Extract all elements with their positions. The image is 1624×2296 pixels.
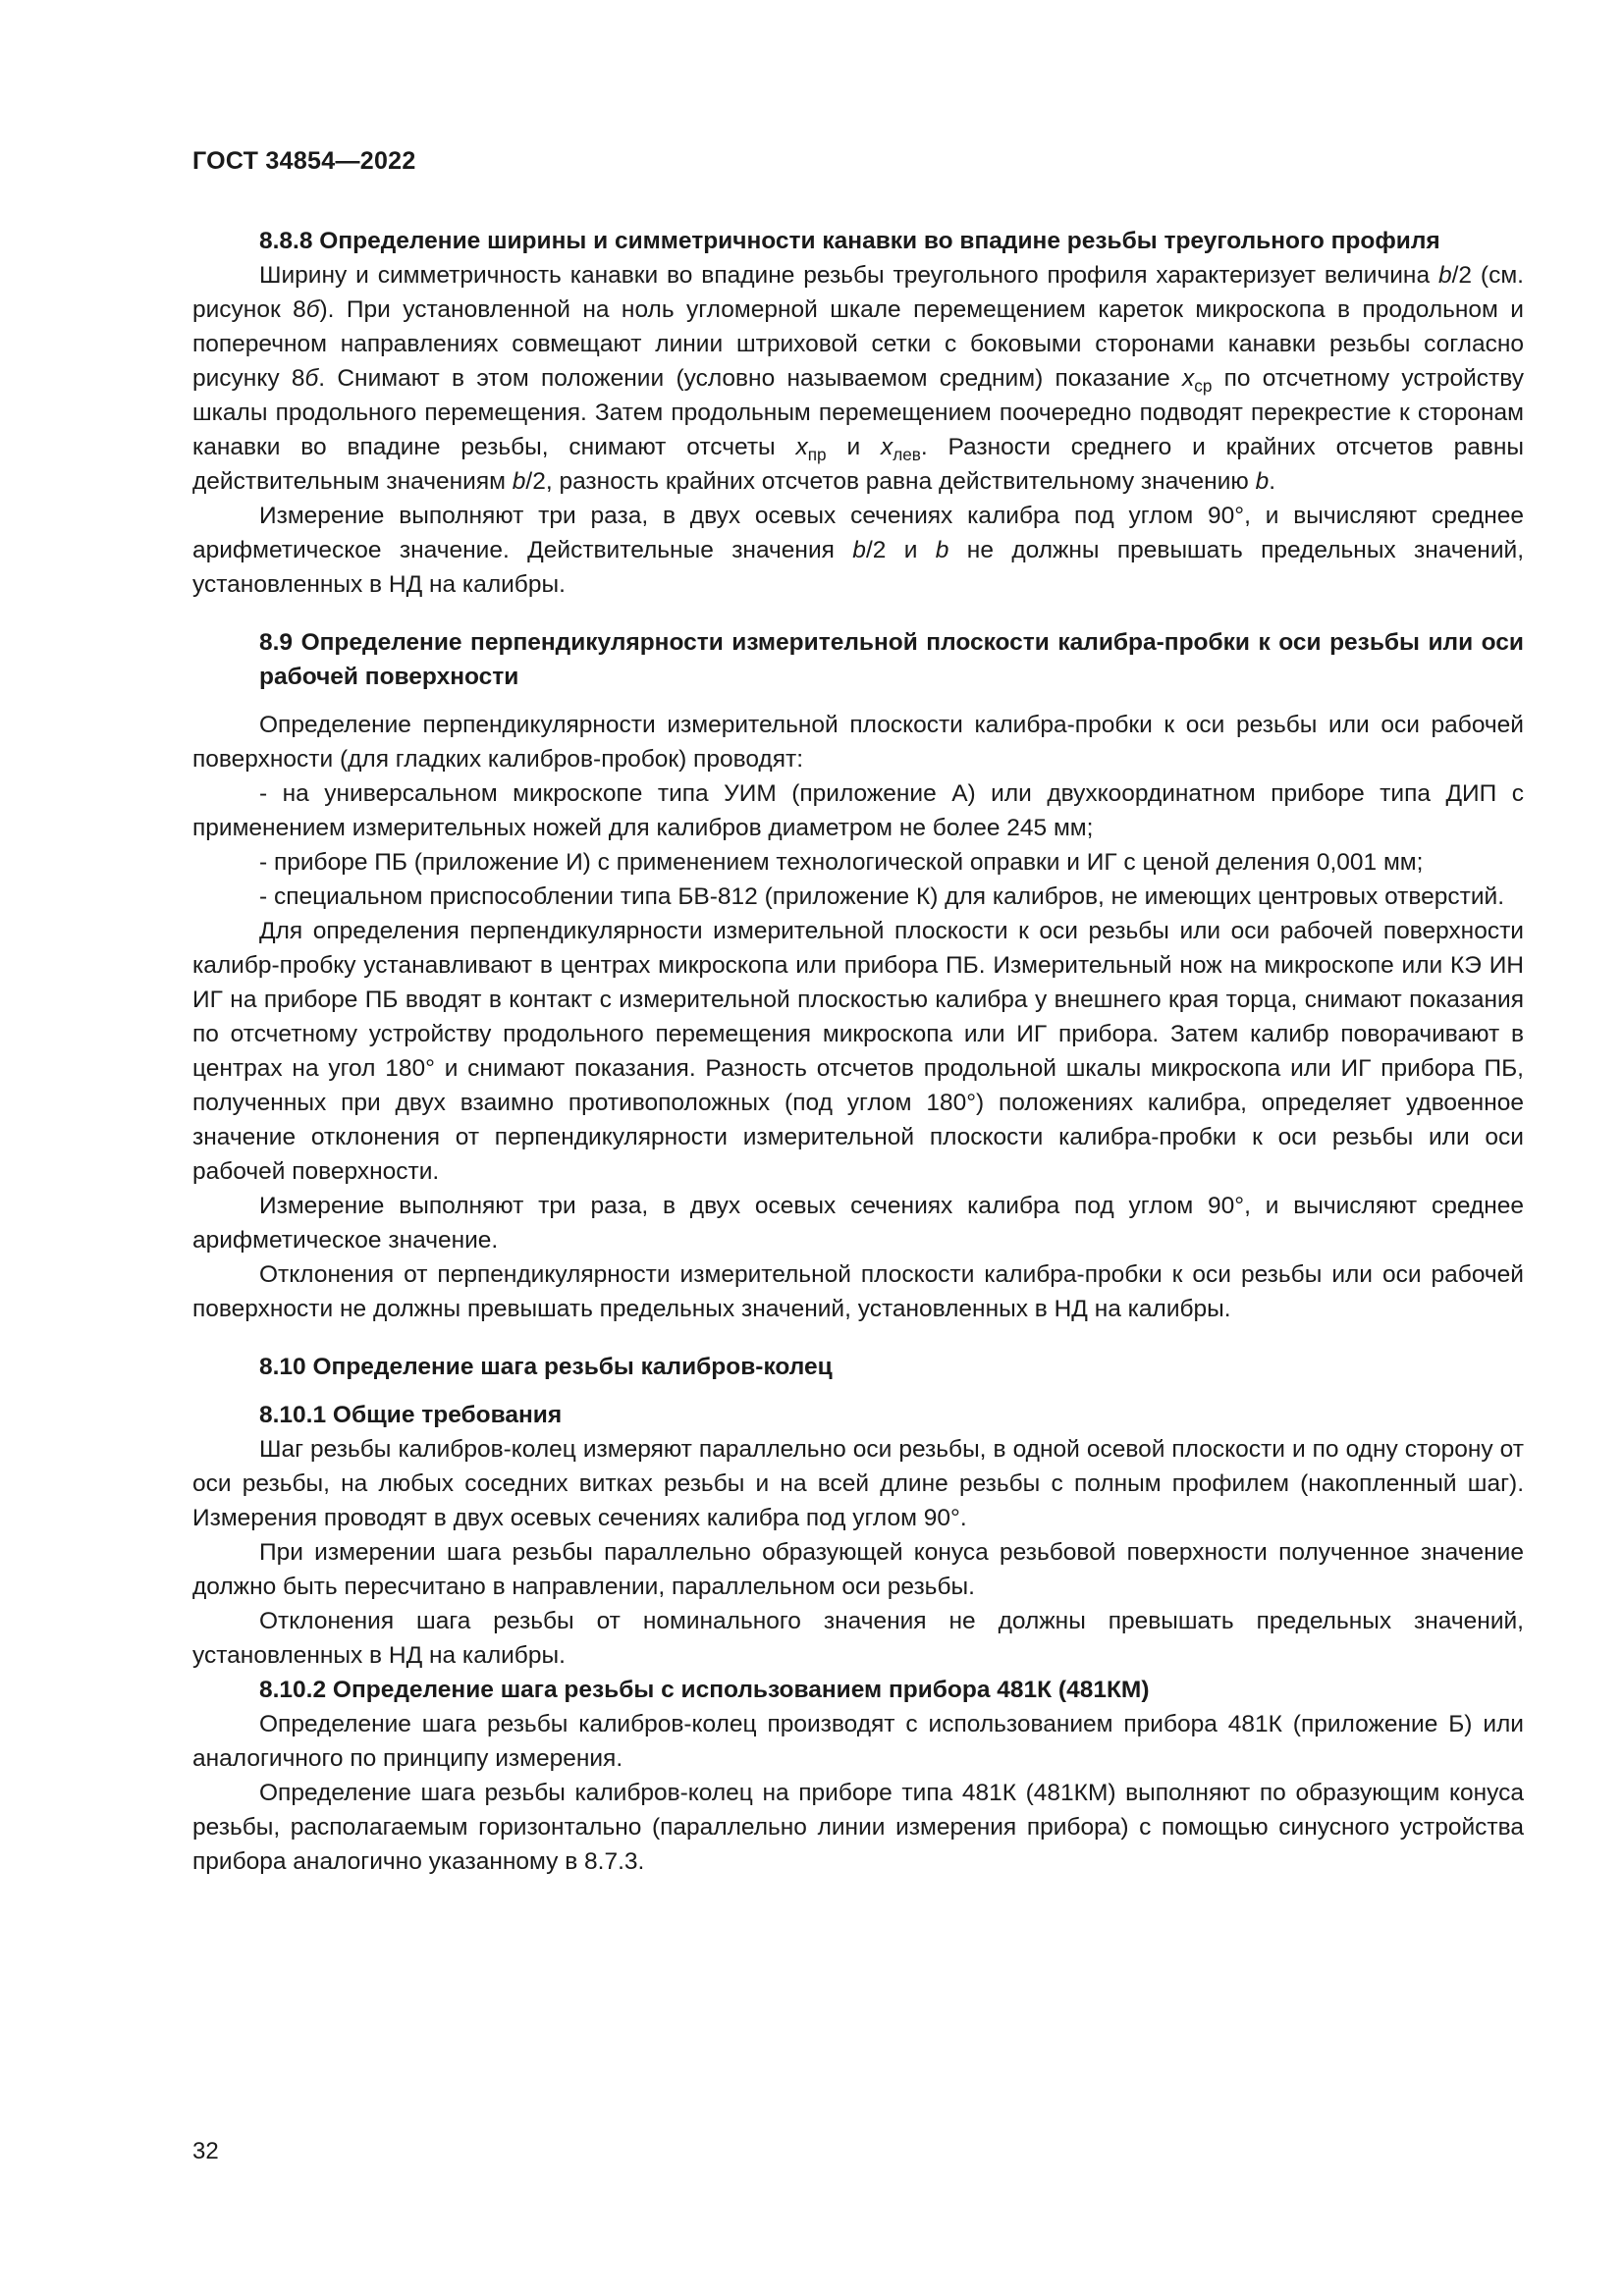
section-8-10-1-title: 8.10.1 Общие требования	[259, 1402, 563, 1428]
section-8-10-title: 8.10 Определение шага резьбы калибров-колец	[259, 1354, 833, 1380]
document-header: ГОСТ 34854—2022	[192, 147, 416, 175]
section-8-8-8-paragraph: Ширину и симметричность канавки во впадине резьбы треугольного профиля характеризует величина b/2 (см. рисунок 8б). При установленной на ноль угломерной шкале перемещением кареток микроскопа в продольном и поперечном направлениях совмещают линии штриховой сетки с боковыми сторонами канавки резьбы согласно рисунку 8б. Снимают в этом положении (условно называемом средним) показание $x_{ср}$ по отсчетному устройству шкалы продольного перемещения. Затем продольным перемещением поочередно подводят перекрестие к сторонам канавки во впадине резьбы, снимают отсчеты $x_{пр}$ и $x_{лев}$. Разности среднего и крайних отсчетов равны действительным значениям b/2, разность крайних отсчетов равна действительному значению b.	[192, 262, 1524, 495]
section-8-9-paragraph: Отклонения от перпендикулярности измерительной плоскости калибра-пробки к оси резьбы или оси рабочей поверхности не должны превышать предельных значений, установленных в НД на калибры.	[192, 1261, 1524, 1322]
section-8-8-8-paragraph: Измерение выполняют три раза, в двух осевых сечениях калибра под углом 90°, и вычисляют среднее арифметическое значение. Действительные значения b/2 и b не должны превышать предельных значений, установленных в НД на калибры.	[192, 503, 1524, 598]
section-8-9-paragraph: Измерение выполняют три раза, в двух осевых сечениях калибра под углом 90°, и вычисляют среднее арифметическое значение.	[192, 1193, 1524, 1254]
section-8-9-paragraph: Для определения перпендикулярности измерительной плоскости к оси резьбы или оси рабочей поверхности калибр-пробку устанавливают в центрах микроскопа или прибора ПБ. Измерительный нож на микроскопе или КЭ ИН ИГ на приборе ПБ вводят в контакт с измерительной плоскостью калибра у внешнего края торца, снимают показания по отсчетному устройству продольного перемещения микроскопа или ИГ прибора. Затем калибр поворачивают в центрах на угол 180° и снимают показания. Разность отсчетов продольной шкалы микроскопа или ИГ прибора ПБ, полученных при двух взаимно противоположных (под углом 180°) положениях калибра, определяет удвоенное значение отклонения от перпендикулярности измерительной плоскости калибра-пробки к оси резьбы или оси рабочей поверхности.	[192, 918, 1524, 1185]
list-item: - приборе ПБ (приложение И) с применением технологической оправки и ИГ с ценой деления 0,001 мм;	[259, 849, 1424, 876]
section-8-10-2-title: 8.10.2 Определение шага резьбы с использованием прибора 481К (481КМ)	[259, 1677, 1150, 1703]
section-8-10-1-paragraph: При измерении шага резьбы параллельно образующей конуса резьбовой поверхности полученное значение должно быть пересчитано в направлении, параллельном оси резьбы.	[192, 1539, 1524, 1600]
section-8-10-2-paragraph: Определение шага резьбы калибров-колец производят с использованием прибора 481К (приложение Б) или аналогичного по принципу измерения.	[192, 1711, 1524, 1772]
document-body	[192, 224, 1524, 1879]
list-item: - на универсальном микроскопе типа УИМ (приложение А) или двухкоординатном приборе типа ДИП с применением измерительных ножей для калибров диаметром не более 245 мм;	[192, 780, 1524, 841]
section-8-8-8-title: 8.8.8 Определение ширины и симметричности канавки во впадине резьбы треугольного профиля	[259, 228, 1440, 254]
section-8-9-paragraph: Определение перпендикулярности измерительной плоскости калибра-пробки к оси резьбы или оси рабочей поверхности (для гладких калибров-пробок) проводят:	[192, 712, 1524, 773]
list-item: - специальном приспособлении типа БВ-812 (приложение К) для калибров, не имеющих центровых отверстий.	[259, 883, 1505, 910]
page-number: 32	[192, 2138, 219, 2164]
section-8-10-1-paragraph: Отклонения шага резьбы от номинального значения не должны превышать предельных значений, установленных в НД на калибры.	[192, 1608, 1524, 1669]
section-8-9-title: 8.9 Определение перпендикулярности измерительной плоскости калибра-пробки к оси резьбы или оси рабочей поверхности	[259, 629, 1524, 690]
section-8-10-2-paragraph: Определение шага резьбы калибров-колец на приборе типа 481К (481КМ) выполняют по образующим конуса резьбы, располагаемым горизонтально (параллельно линии измерения прибора) с помощью синусного устройства прибора аналогично указанному в 8.7.3.	[192, 1780, 1524, 1875]
section-8-10-1-paragraph: Шаг резьбы калибров-колец измеряют параллельно оси резьбы, в одной осевой плоскости и по одну сторону от оси резьбы, на любых соседних витках резьбы и на всей длине резьбы с полным профилем (накопленный шаг). Измерения проводят в двух осевых сечениях калибра под углом 90°.	[192, 1436, 1524, 1531]
